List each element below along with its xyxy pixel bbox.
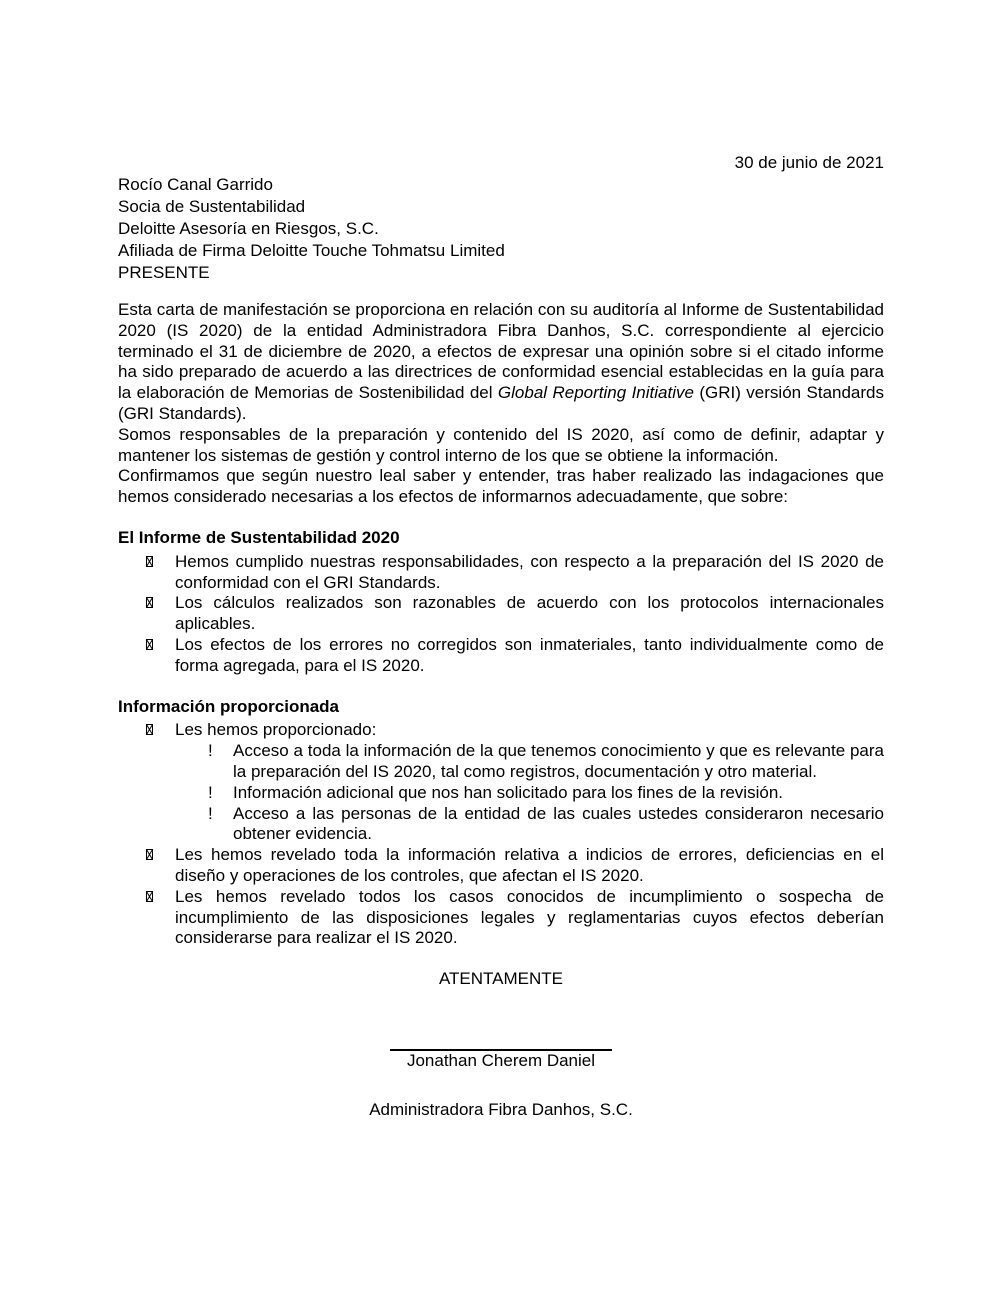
exclamation-bullet: !: [208, 782, 213, 802]
sub-list-item-text: Acceso a toda la información de la que tenemos conocimiento y que es relevante para la preparación del IS 2020, tal como registros, documentación y otro material.: [233, 741, 884, 781]
sub-list-item-text: Acceso a las personas de la entidad de las cuales ustedes consideraron necesario obtener evidencia.: [233, 803, 884, 844]
list-item: [175, 887, 884, 949]
list-item-text: Los efectos de los errores no corregidos son inmateriales, tanto individualmente como de forma agregada, para el IS 2020.: [175, 634, 884, 675]
section-informacion-proporcionada: [118, 697, 884, 950]
recipient-block: [118, 174, 884, 284]
bullet-list: [118, 720, 884, 949]
sub-list-item: [208, 782, 884, 804]
list-item: [175, 593, 884, 635]
list-item: [175, 552, 884, 594]
notdef-box-bullet-icon: [146, 597, 153, 608]
closing-word: ATENTAMENTE: [438, 969, 564, 989]
recipient-line: Deloitte Asesoría en Riesgos, S.C.: [118, 219, 379, 238]
paragraph: Somos responsables de la preparación y contenido del IS 2020, así como de definir, adaptar y mantener los sistemas de gestión y control interno de los que se obtiene la información.: [118, 424, 884, 465]
signatory-name: Jonathan Cherem Daniel: [406, 1050, 596, 1070]
recipient-line: Afiliada de Firma Deloitte Touche Tohmatsu Limited: [118, 241, 505, 260]
company-name: Administradora Fibra Danhos, S.C.: [369, 1099, 633, 1119]
paragraph: Esta carta de manifestación se proporciona en relación con su auditoría al Informe de Sustentabilidad 2020 (IS 2020) de la entidad Administradora Fibra Danhos, S.C. correspondiente al ejercicio terminado el 31 de diciembre de 2020, a efectos de expresar una opinión sobre si el citado informe ha sido preparado de acuerdo a las directrices de conformidad esencial establecidas en la guía para la elaboración de Memorias de Sostenibilidad del Global Reporting Initiative (GRI) versión Standards (GRI Standards).: [118, 300, 885, 423]
list-item-text: Los cálculos realizados son razonables de acuerdo con los protocolos internacionales aplicables.: [175, 593, 884, 634]
sub-list-item: [208, 741, 884, 783]
list-item-text: Les hemos revelado toda la información relativa a indicios de errores, deficiencias en el diseño y operaciones de los controles, que afectan el IS 2020.: [175, 845, 884, 885]
exclamation-bullet: !: [208, 741, 213, 761]
section-informe-sustentabilidad: [118, 528, 884, 677]
recipient-line: Rocío Canal Garrido: [118, 175, 273, 194]
signature-block: [118, 1049, 884, 1121]
paragraph: Confirmamos que según nuestro leal saber y entender, tras haber realizado las indagaciones que hemos considerado necesarias a los efectos de informarnos adecuadamente, que sobre:: [118, 466, 884, 507]
list-item: [175, 720, 884, 741]
list-item: [175, 635, 884, 677]
list-item-text: Les hemos revelado todos los casos conocidos de incumplimiento o sospecha de incumplimiento de las disposiciones legales y reglamentarias cuyos efectos deberían considerarse para realizar el IS 2020.: [175, 886, 884, 948]
intro-paragraphs: [118, 300, 884, 508]
list-item-text: Les hemos proporcionado:: [175, 720, 377, 740]
date-line: 30 de junio de 2021: [734, 153, 884, 172]
notdef-box-bullet-icon: [146, 724, 153, 735]
notdef-box-bullet-icon: [146, 639, 153, 650]
list-item-text: Hemos cumplido nuestras responsabilidades, con respecto a la preparación del IS 2020 de conformidad con el GRI Standards.: [175, 551, 884, 592]
list-item: [175, 845, 884, 887]
bullet-list: [118, 552, 884, 677]
notdef-box-bullet-icon: [146, 556, 153, 567]
sub-list-item-text: Información adicional que nos han solicitado para los fines de la revisión.: [233, 782, 783, 802]
exclamation-bullet: !: [208, 803, 213, 823]
recipient-line: PRESENTE: [118, 263, 210, 282]
notdef-box-bullet-icon: [146, 849, 153, 860]
sub-list-item: [208, 803, 884, 846]
section-heading: Información proporcionada: [118, 696, 340, 716]
recipient-line: Socia de Sustentabilidad: [118, 197, 306, 216]
section-heading: El Informe de Sustentabilidad 2020: [118, 527, 400, 547]
notdef-box-bullet-icon: [146, 891, 153, 902]
